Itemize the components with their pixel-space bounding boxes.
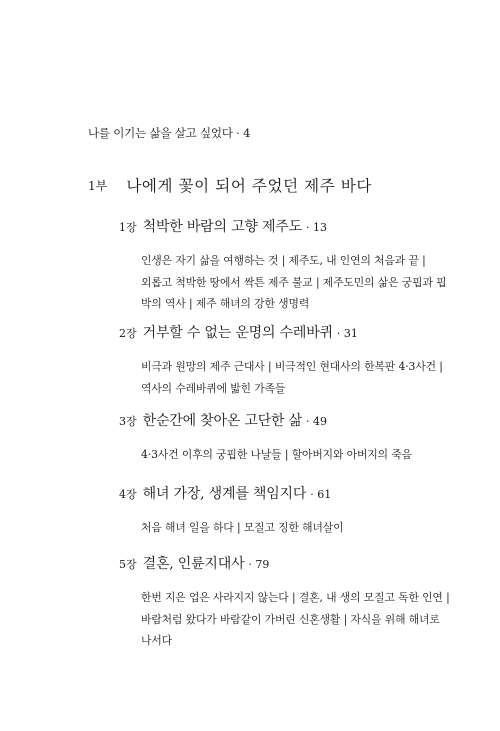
subtopic-line: 처음 해녀 일을 하다 | 모질고 징한 해녀살이	[141, 521, 344, 534]
chapter-subtopics	[141, 517, 459, 539]
subtopic-line: 역사의 수레바퀴에 밟힌 가족들	[141, 381, 286, 395]
chapter-heading	[119, 216, 459, 238]
subtopic-line: 비극과 원망의 제주 근대사 | 비극적인 현대사의 한복판 4·3사건 |	[141, 360, 443, 373]
chapter-subtopics	[141, 444, 459, 466]
subtopic-line: 4·3사건 이후의 궁핍한 나날들 | 할아버지와 아버지의 죽음	[141, 448, 412, 461]
chapter-subtopics	[141, 587, 459, 652]
chapter-title: 해녀 가장, 생계를 책임지다	[142, 486, 307, 502]
chapter-heading	[119, 322, 459, 344]
chapter-title: 한순간에 찾아온 고단한 삶	[142, 413, 302, 429]
chapter-subtopics	[141, 250, 459, 315]
chapter-page-number: · 49	[305, 415, 327, 428]
part-heading	[88, 174, 372, 196]
chapter-heading	[119, 410, 459, 432]
chapter-number: 1장	[119, 221, 137, 234]
subtopic-line: 바람처럼 왔다가 바람같이 가버린 신혼생활 | 자식을 위해 해녀로	[141, 612, 440, 626]
chapter-number: 5장	[119, 558, 137, 571]
chapter-subtopics	[141, 356, 459, 399]
subtopic-line: 한번 지은 업은 사라지지 않는다 | 결혼, 내 생의 모질고 독한 인연 |	[141, 591, 450, 604]
part-label: 1부	[88, 178, 108, 193]
prologue-entry: 나를 이기는 삶을 살고 싶었다 · 4	[88, 126, 251, 140]
chapter-page-number: · 31	[336, 327, 358, 340]
chapter-number: 4장	[119, 488, 137, 501]
chapter-2	[119, 322, 459, 399]
subtopic-line: 박의 역사 | 제주 해녀의 강한 생명력	[141, 297, 310, 310]
chapter-page-number: · 61	[310, 488, 332, 501]
chapter-page-number: · 79	[248, 558, 270, 571]
chapter-title: 결혼, 인륜지대사	[142, 556, 245, 572]
chapter-1	[119, 216, 459, 315]
chapter-heading	[119, 553, 459, 575]
chapter-page-number: · 13	[305, 221, 327, 234]
chapter-heading	[119, 483, 459, 505]
chapter-title: 척박한 바람의 고향 제주도	[142, 219, 302, 235]
chapter-5	[119, 553, 459, 652]
chapter-number: 2장	[119, 327, 137, 340]
chapter-title: 거부할 수 없는 운명의 수레바퀴	[142, 325, 333, 341]
subtopic-line: 외롭고 척박한 땅에서 싹튼 제주 불교 | 제주도민의 삶은 궁핍과 핍	[141, 275, 447, 289]
chapter-3	[119, 410, 459, 466]
subtopic-line: 인생은 자기 삶을 여행하는 것 | 제주도, 내 인연의 처음과 끝 |	[141, 254, 426, 267]
part-title: 나에게 꽃이 되어 주었던 제주 바다	[126, 177, 372, 195]
chapter-4	[119, 483, 459, 539]
chapter-number: 3장	[119, 415, 137, 428]
subtopic-line: 나서다	[141, 634, 172, 647]
